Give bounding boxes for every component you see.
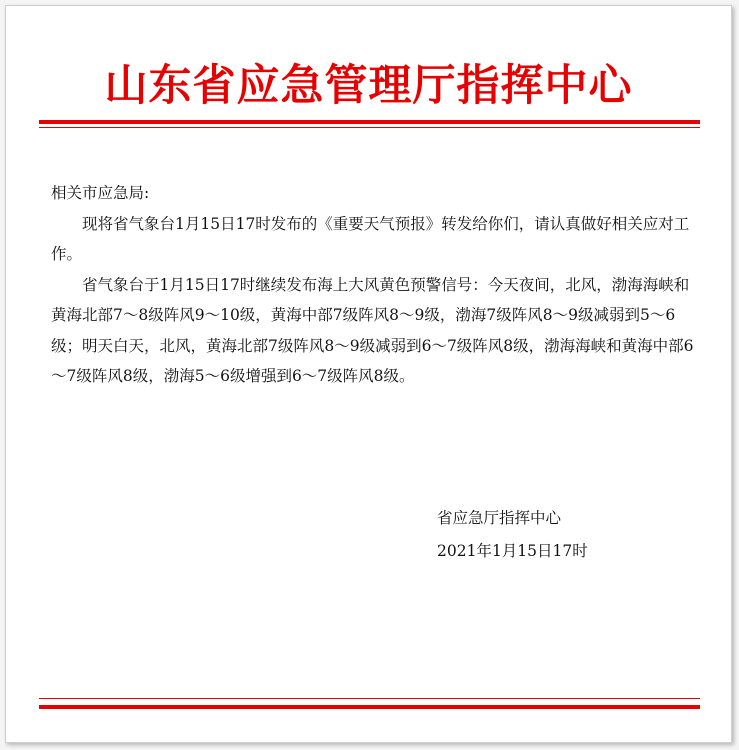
header-rule-thin [39, 127, 700, 128]
document-title: 山东省应急管理厅指挥中心 [104, 61, 633, 111]
footer-rule-thick [39, 705, 700, 709]
paragraph-warning-detail: 省气象台于1月15日17时继续发布海上大风黄色预警信号：今天夜间，北风，渤海海峡和黄海北部7～8级阵风9～10级，黄海中部7级阵风8～9级，渤海7级阵风8～9级减弱到5～6级；明天白天，北风，黄海北部7级阵风8～9级减弱到6～7级阵风8级，渤海海峡和黄海中部6～7级阵风8级，渤海5～6级增强到6～7级阵风8级。 [51, 275, 694, 385]
signature-date: 2021年1月15日17时 [437, 542, 588, 560]
footer-rule-thin [39, 698, 700, 699]
signature-org: 省应急厅指挥中心 [437, 509, 562, 527]
paragraph-forward-notice: 现将省气象台1月15日17时发布的《重要天气预报》转发给你们，请认真做好相关应对工作。 [51, 214, 690, 263]
salutation: 相关市应急局: [51, 184, 150, 202]
signature-block [437, 502, 588, 568]
header-rule-thick [39, 120, 700, 124]
document-body [51, 178, 695, 392]
document-page [5, 5, 732, 743]
